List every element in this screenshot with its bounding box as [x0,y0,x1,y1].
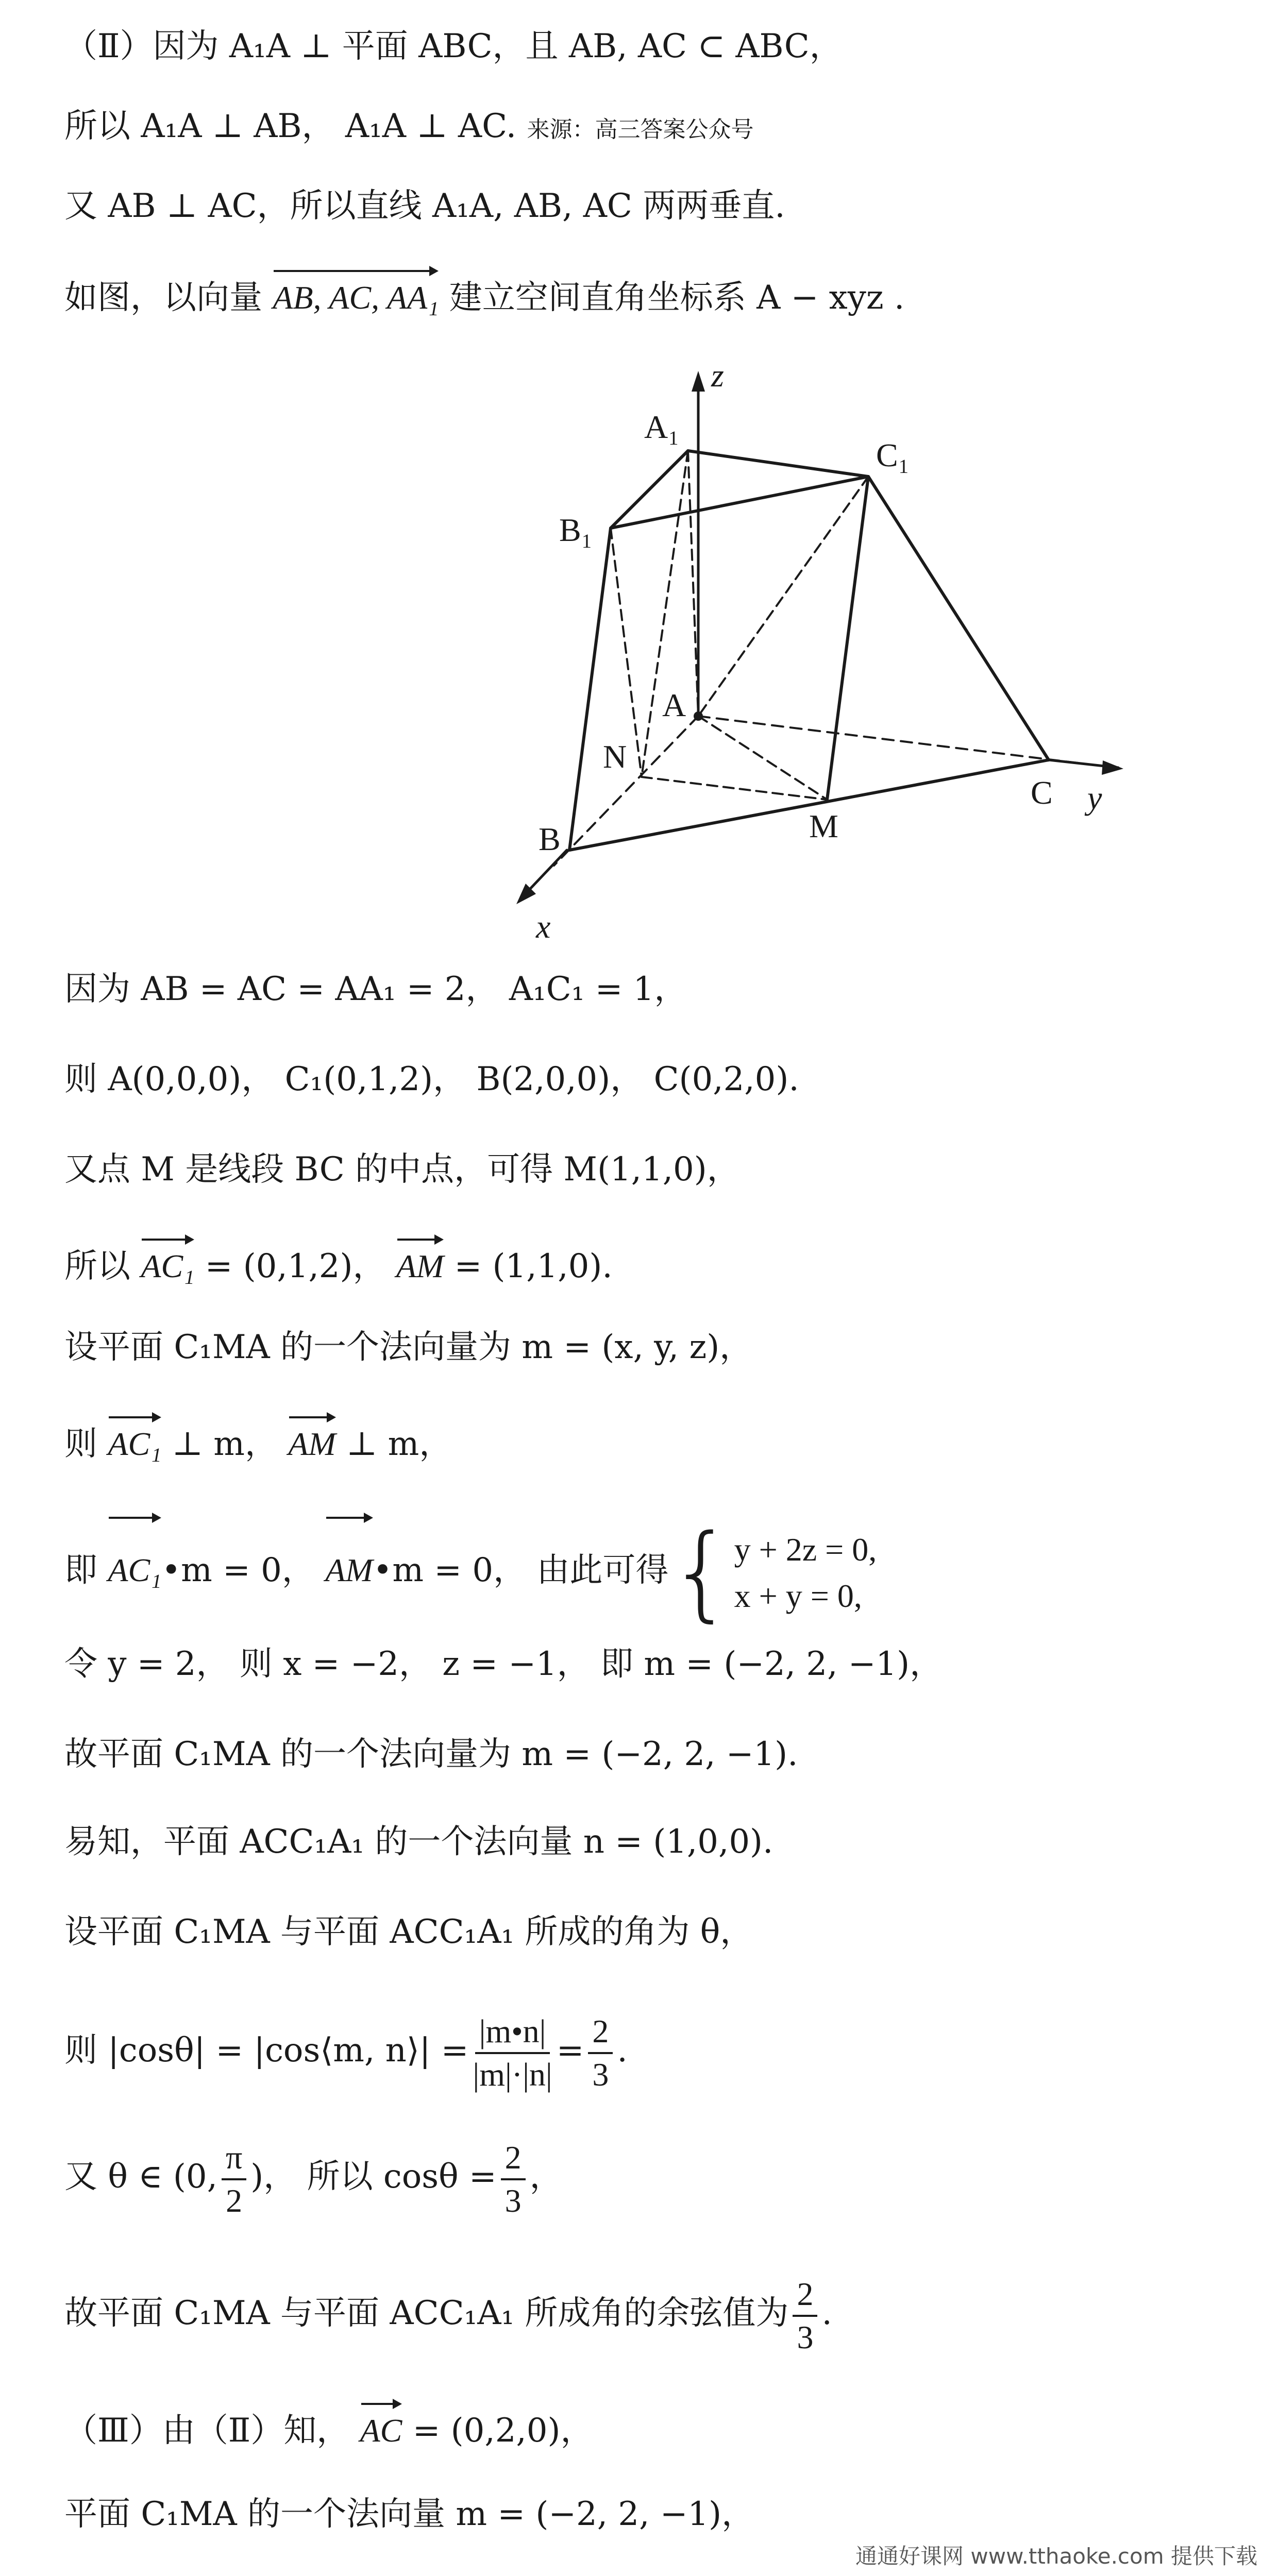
text-line-19: （Ⅲ）由（Ⅱ）知， AC = (0,2,0)， [64,2396,593,2456]
text-line-18: 故平面 C₁MA 与平面 ACC₁A₁ 所成角的余弦值为 $\frac{2}{3}$ . [64,2262,832,2365]
label-m: M [809,808,838,844]
text-line-2: 所以 A₁A ⊥ AB， A₁A ⊥ AC. 来源：高三答案公众号 [64,107,754,145]
label-a1: A₁ [644,409,680,445]
fraction-mn: $\frac{|m•n|}{|m|\cdot|n|}$ [473,2011,552,2095]
fraction-two-thirds: $\frac{2}{3}$ [588,2011,613,2095]
vector-ac: AC [360,2396,402,2456]
label-b1: B₁ [559,512,593,548]
text-line-8: 所以 AC₁ = (0,1,2)， AM = (1,1,0). [64,1231,613,1292]
vector-ac1: AC₁ [108,1409,161,1470]
text-line-7: 又点 M 是线段 BC 的中点，可得 M(1,1,0)， [64,1150,740,1189]
label-c1: C₁ [876,437,910,473]
y-axis-arrow-icon [1102,760,1123,775]
vector-am: AM [325,1510,373,1622]
label-y: y [1087,779,1102,816]
vector-ab-ac-aa1: AB, AC, AA₁ [273,263,439,324]
fraction-two-thirds: $\frac{2}{3}$ [501,2137,526,2222]
edge-a1a [688,451,698,716]
edge-b1b [569,528,611,850]
text-line-5: 因为 AB = AC = AA₁ = 2， A₁C₁ = 1， [64,970,687,1008]
edge-a1c1 [688,451,868,477]
vector-am: AM [396,1231,444,1292]
vector-am: AM [288,1409,335,1470]
point-a [694,711,703,721]
fraction-two-thirds: $\frac{2}{3}$ [793,2274,817,2358]
fraction-pi-half: $\frac{\pi}{2}$ [222,2137,246,2222]
text-line-1: （Ⅱ）因为 A₁A ⊥ 平面 ABC，且 AB, AC ⊂ ABC， [64,27,843,65]
text-line-12: 令 y = 2， 则 x = −2， z = −1， 即 m = (−2, 2, −1)， [64,1645,943,1683]
text-line-13: 故平面 C₁MA 的一个法向量为 m = (−2, 2, −1). [64,1735,798,1773]
edge-b1c1 [611,477,868,528]
vector-ac1: AC₁ [108,1510,161,1622]
coordinate-system-figure [505,355,1154,963]
text-line-14: 易知，平面 ACC₁A₁ 的一个法向量 n = (1,0,0). [64,1823,773,1861]
text-line-17: 又 θ ∈ (0, $\frac{\pi}{2}$ )， 所以 cosθ = $\frac{2}{3}$ ， [64,2125,563,2228]
text-line-16: 则 |cosθ| = |cos⟨m, n⟩| = $\frac{|m•n|}{|m|\cdot|n|}$ = $\frac{2}{3}$ . [64,1999,628,2102]
equation-system: y + 2z = 0, x + y = 0, [734,1531,877,1614]
brace-icon: { [668,1512,734,1633]
text-line-6: 则 A(0,0,0)， C₁(0,1,2)， B(2,0,0)， C(0,2,0). [64,1060,799,1098]
text-line-20: 平面 C₁MA 的一个法向量 m = (−2, 2, −1)， [64,2495,755,2533]
text-line-11: 即 AC₁•m = 0， AM•m = 0， 由此可得{ y + 2z = 0, x + y = 0, [64,1510,877,1613]
text-line-15: 设平面 C₁MA 与平面 ACC₁A₁ 所成的角为 θ， [64,1913,753,1951]
edge-c1c [868,477,1049,760]
z-axis-arrow-icon [692,371,705,392]
text-line-4: 如图，以向量 AB, AC, AA₁ 建立空间直角坐标系 A − xyz . [64,263,904,324]
text-line-3: 又 AB ⊥ AC，所以直线 A₁A, AB, AC 两两垂直. [64,187,785,225]
label-a: A [662,687,686,723]
edge-a1n [642,451,688,777]
label-z: z [711,357,724,394]
text-line-9: 设平面 C₁MA 的一个法向量为 m = (x, y, z)， [64,1328,753,1366]
footer-watermark: 通通好课网 www.tthaoke.com 提供下载 [855,2544,1257,2569]
label-n: N [603,738,627,775]
text-line-10: 则 AC₁ ⊥ m， AM ⊥ m， [64,1409,452,1470]
source-note: 来源：高三答案公众号 [527,116,754,143]
label-b: B [539,821,561,857]
label-x: x [536,908,551,945]
label-c: C [1031,774,1053,811]
vector-ac1: AC₁ [141,1231,194,1292]
edge-nm [642,777,827,800]
